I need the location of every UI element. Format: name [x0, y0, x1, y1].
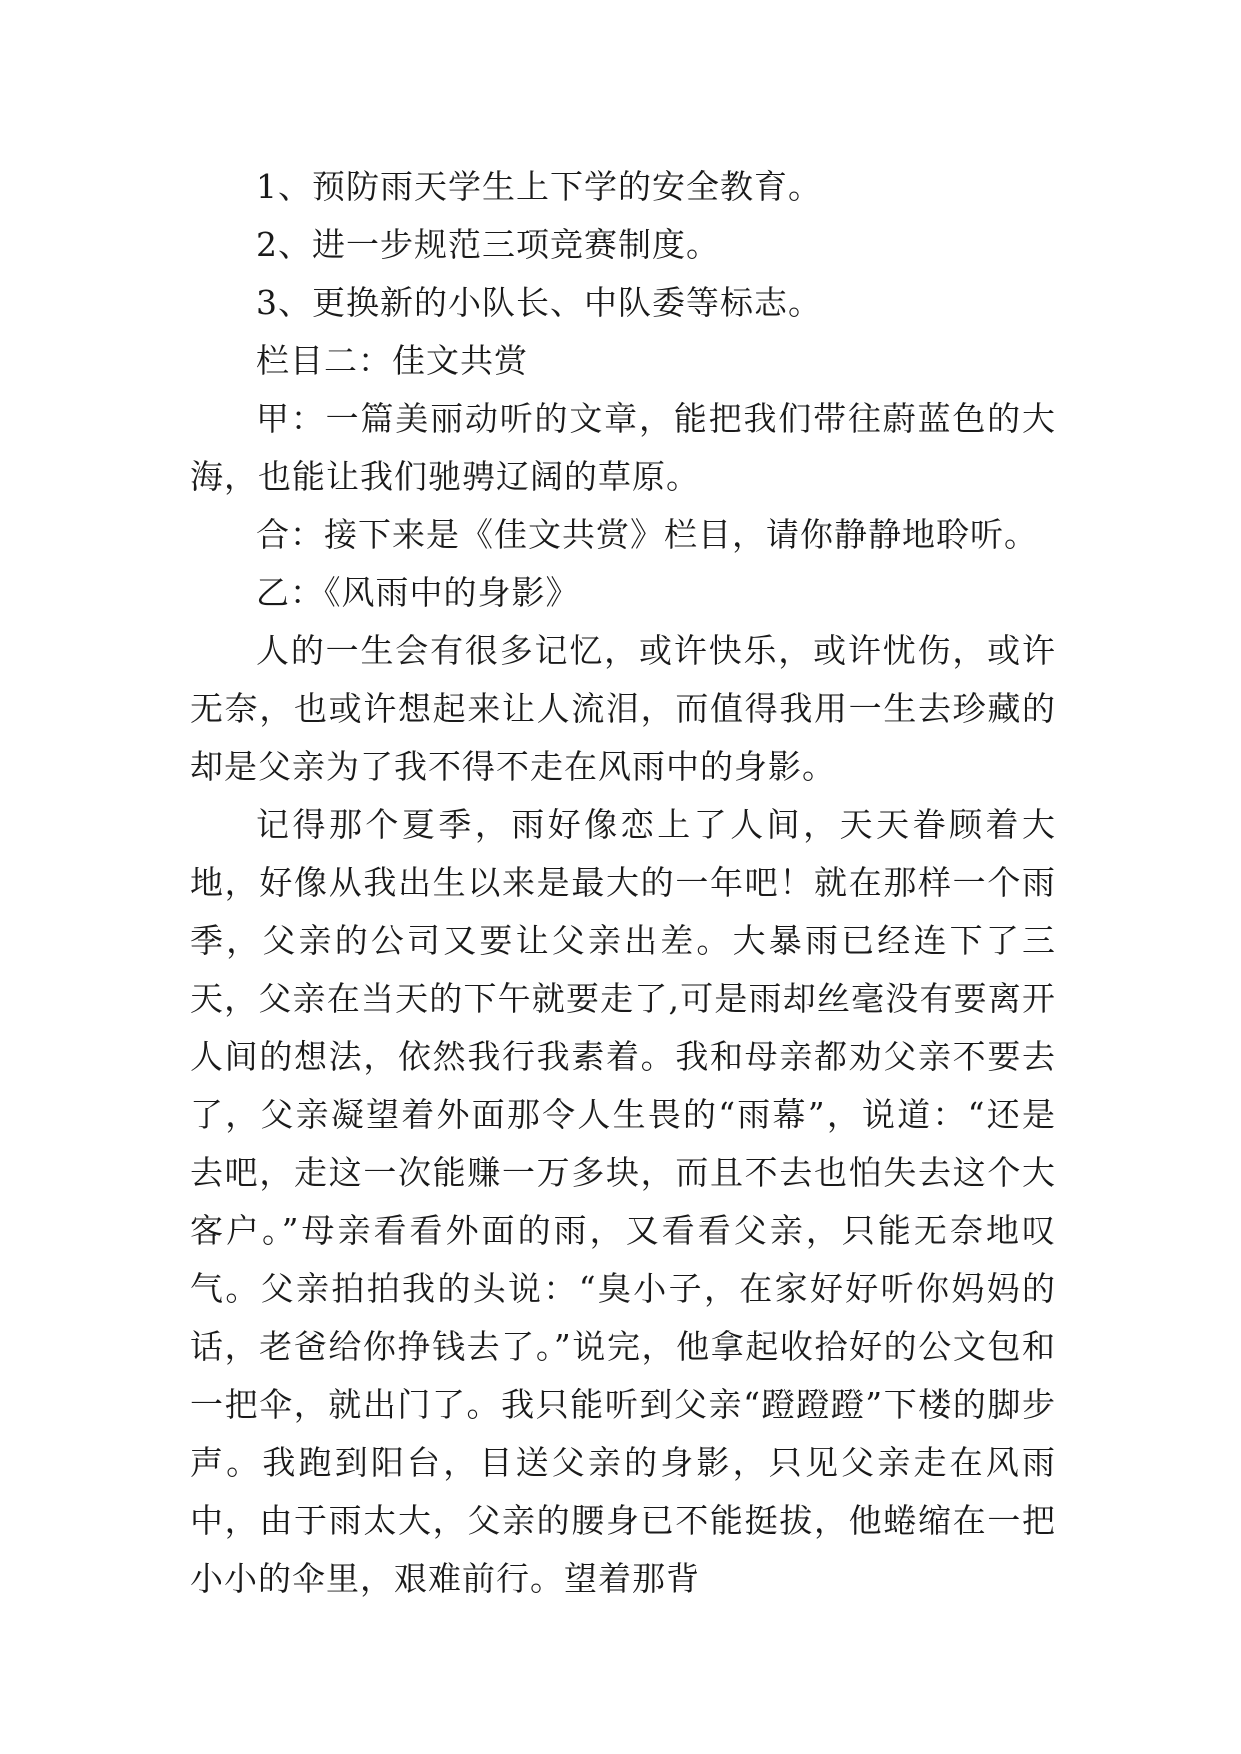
dialogue-line-jia: 甲：一篇美丽动听的文章，能把我们带往蔚蓝色的大海，也能让我们驰骋辽阔的草原。 [190, 399, 1056, 496]
essay-paragraph-intro: 人的一生会有很多记忆，或许快乐，或许忧伤，或许无奈，也或许想起来让人流泪，而值得我用一生去珍藏的却是父亲为了我不得不走在风雨中的身影。 [190, 631, 1056, 786]
document-body [190, 158, 1056, 1608]
dialogue-line-yi: 乙：《风雨中的身影》 [256, 573, 580, 612]
section-heading: 栏目二：佳文共赏 [256, 341, 528, 380]
essay-paragraph-story: 记得那个夏季，雨好像恋上了人间，天天眷顾着大地，好像从我出生以来是最大的一年吧！就在那样一个雨季，父亲的公司又要让父亲出差。大暴雨已经连下了三天，父亲在当天的下午就要走了,可是雨却丝毫没有要离开人间的想法，依然我行我素着。我和母亲都劝父亲不要去了，父亲凝望着外面那令人生畏的“雨幕”，说道：“还是去吧，走这一次能赚一万多块，而且不去也怕失去这个大客户。”母亲看看外面的雨，又看看父亲，只能无奈地叹气。父亲拍拍我的头说：“臭小子，在家好好听你妈妈的话，老爸给你挣钱去了。”说完，他拿起收拾好的公文包和一把伞，就出门了。我只能听到父亲“蹬蹬蹬”下楼的脚步声。我跑到阳台，目送父亲的身影，只见父亲走在风雨中，由于雨太大，父亲的腰身已不能挺拔，他蜷缩在一把小小的伞里，艰难前行。望着那背 [190, 805, 1056, 1598]
list-item-competition-rules: 2、进一步规范三项竞赛制度。 [256, 225, 720, 264]
list-item-badges: 3、更换新的小队长、中队委等标志。 [256, 283, 822, 322]
dialogue-line-he: 合：接下来是《佳文共赏》栏目，请你静静地聆听。 [256, 515, 1038, 554]
list-item-rain-safety: 1、预防雨天学生上下学的安全教育。 [256, 167, 822, 206]
